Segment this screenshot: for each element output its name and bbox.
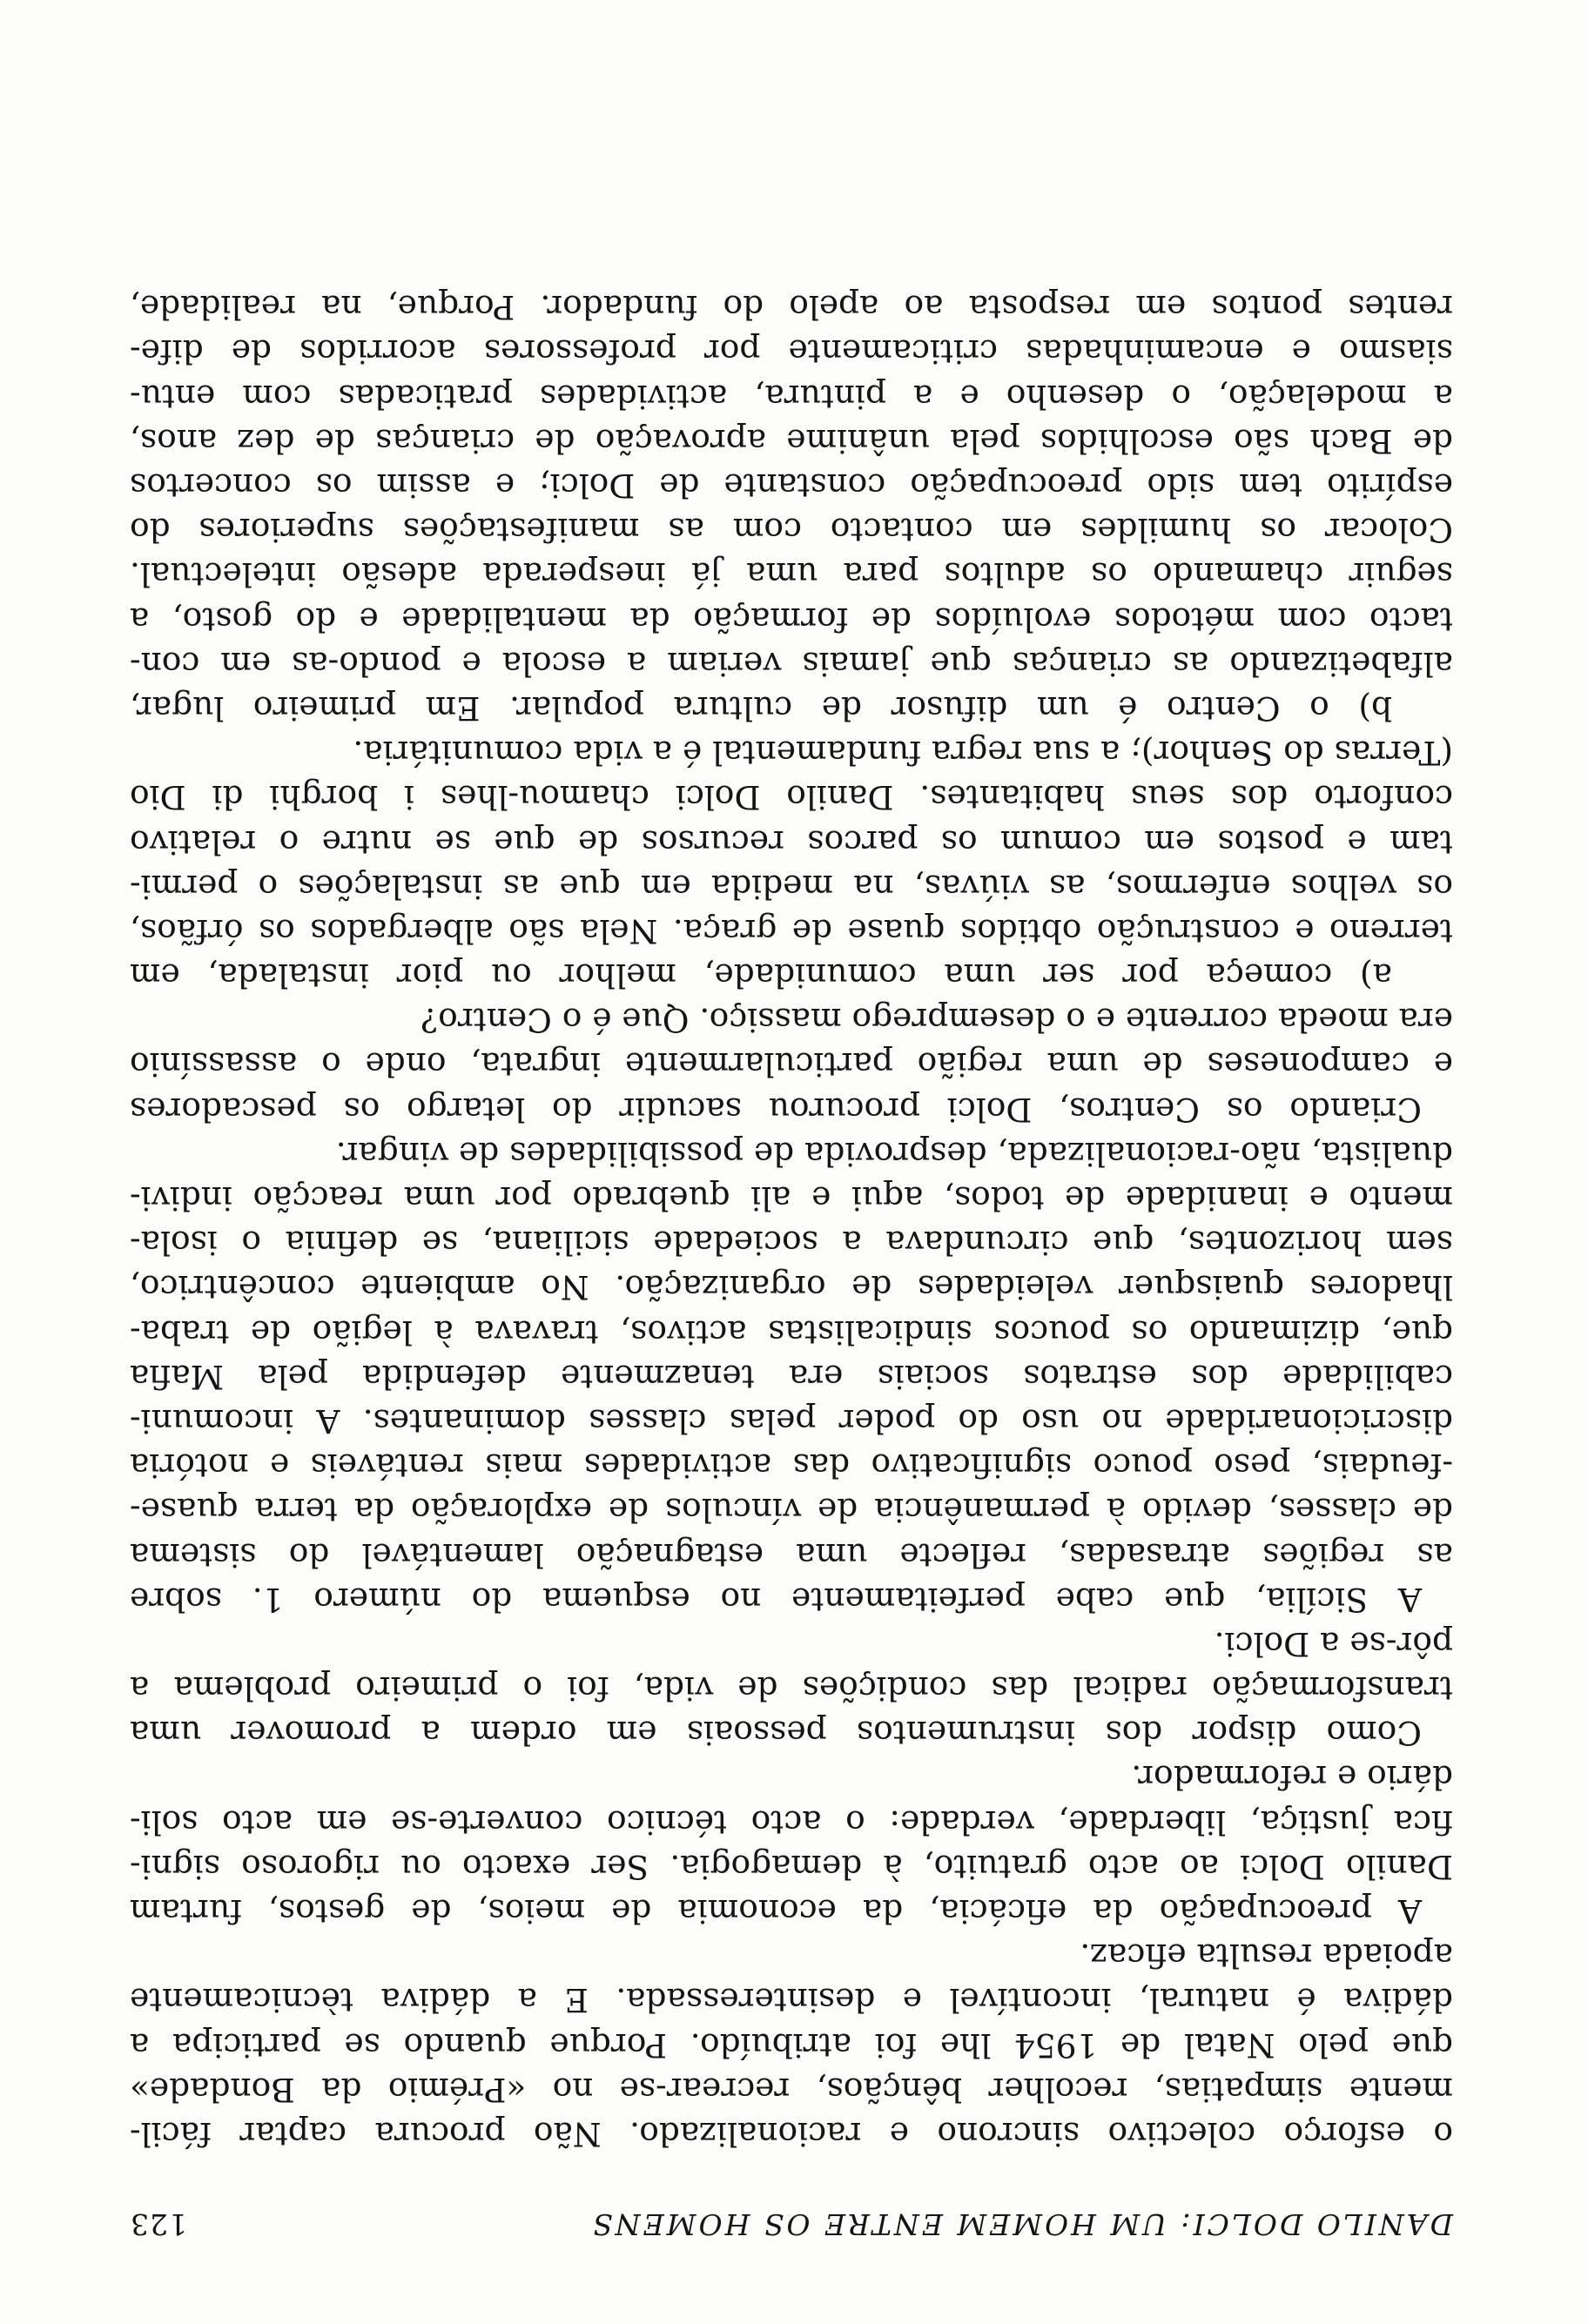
text-line: sem horizontes, que circundava a sociedade siciliana, se definia o isola-	[130, 1224, 1453, 1263]
text-line: discricionaridade no uso do poder pelas classes dominantes. A incomuni-	[130, 1402, 1453, 1441]
text-line: espírito tem sido preocupação constante de Dolci; e assim os concertos	[130, 467, 1453, 506]
body-text	[130, 285, 1453, 2156]
text-line: dário e reformador.	[1131, 1758, 1453, 1797]
text-line: lhadores quaisquer veleidades de organização. No ambiente concêntrico,	[130, 1268, 1453, 1307]
text-line: siasmo e encaminhadas criticamente por professores acorridos de dife-	[130, 332, 1453, 372]
text-line: dádiva é natural, incontível e desinteressada. E a dádiva tècnicamente	[130, 1981, 1453, 2020]
text-line: a modelação, o desenho e a pintura, actividades praticadas com entu-	[130, 377, 1453, 416]
text-line: pôr-se a Dolci.	[1214, 1624, 1453, 1663]
text-line: transformação radical das condições de vida, foi o primeiro problema a	[130, 1669, 1453, 1709]
text-line: mente simpatias, recolher bênçãos, recrear-se no «Prémio da Bondade»	[130, 2070, 1453, 2109]
text-line: A preocupação da eficácia, da economia de meios, de gestos, furtam	[130, 1892, 1422, 1931]
text-line: os velhos enfermos, as viúvas, na medida em que as instalações o permi-	[130, 867, 1453, 906]
text-line: tacto com métodos evoluídos de formação da mentalidade e do gosto, a	[130, 600, 1453, 639]
text-line: alfabetizando as crianças que jamais veriam a escola e pondo-as em con-	[130, 644, 1453, 683]
text-line: Como dispor dos instrumentos pessoais em ordem a promover uma	[130, 1714, 1422, 1753]
text-line: cabilidade dos estratos sociais era tenazmente defendida pela Mafia	[130, 1357, 1453, 1396]
running-head	[130, 2180, 1453, 2241]
text-line: de classes, devido à permanência de vínculos de exploração da terra quase-	[130, 1491, 1453, 1530]
text-line: Danilo Dolci ao acto gratuito, à demagogia. Ser exacto ou rigoroso signi-	[130, 1847, 1453, 1886]
text-line: conforto dos seus habitantes. Danilo Dolci chamou-lhes i borghi di Dio	[130, 778, 1453, 817]
text-line: as regiões atrasadas, reflecte uma estagnação lamentável do sistema	[130, 1535, 1453, 1575]
text-line: (Terras do Senhor); a sua regra fundamental é a vida comunitária.	[353, 734, 1453, 773]
text-line: b) o Centro é um difusor de cultura popular. Em primeiro lugar,	[130, 689, 1392, 728]
text-line: A Sicília, que cabe perfeitamente no esquema do número 1. sobre	[130, 1580, 1422, 1619]
running-head-title: DANILO DOLCI: UM HOMEM ENTRE OS HOMENS	[590, 2207, 1453, 2241]
text-line: a) começa por ser uma comunidade, melhor ou pior instalada, em	[130, 957, 1392, 996]
text-line: rentes pontos em resposta ao apelo do fundador. Porque, na realidade,	[130, 288, 1453, 327]
text-line: de Bach são escolhidos pela unânime aprovação de crianças de dez anos,	[130, 421, 1453, 460]
text-line: fica justiça, liberdade, verdade: o acto técnico converte-se em acto soli-	[130, 1803, 1453, 1842]
text-line: dualista, não-racionalizada, desprovida de possibilidades de vingar.	[335, 1134, 1453, 1173]
text-line: mento e inanidade de todos, aqui e ali quebrado por uma reacção indivi-	[130, 1179, 1453, 1219]
text-line: era moeda corrente e o desemprego massiço. Que é o Centro?	[421, 1001, 1453, 1040]
text-line: -feudais, peso pouco significativo das actividades mais rentáveis e notória	[130, 1447, 1453, 1486]
text-line: terreno e construção obtidos quase de graça. Nela são albergados os órfãos,	[130, 911, 1453, 950]
text-line: Colocar os humildes em contacto com as manifestações superiores do	[130, 511, 1453, 550]
text-line: que pelo Natal de 1954 lhe foi atribuído. Porque quando se participa a	[130, 2025, 1453, 2065]
page-number: 123	[130, 2207, 187, 2241]
text-line: que, dizimando os poucos sindicalistas activos, travava à legião de traba-	[130, 1313, 1453, 1352]
text-line: e camponeses de uma região particularmente ingrata, onde o assassínio	[130, 1045, 1453, 1085]
page-content	[130, 285, 1453, 2241]
text-line: seguir chamando os adultos para uma já inesperada adesão intelectual.	[130, 555, 1453, 594]
text-line: tam e postos em comum os parcos recursos de que se nutre o relativo	[130, 823, 1453, 862]
text-line: o esforço colectivo sincrono e racionalizado. Não procura captar fácil-	[130, 2115, 1453, 2153]
text-line: Criando os Centros, Dolci procurou sacudir do letargo os pescadores	[130, 1090, 1422, 1129]
text-line: apoiada resulta eficaz.	[1080, 1937, 1453, 1976]
